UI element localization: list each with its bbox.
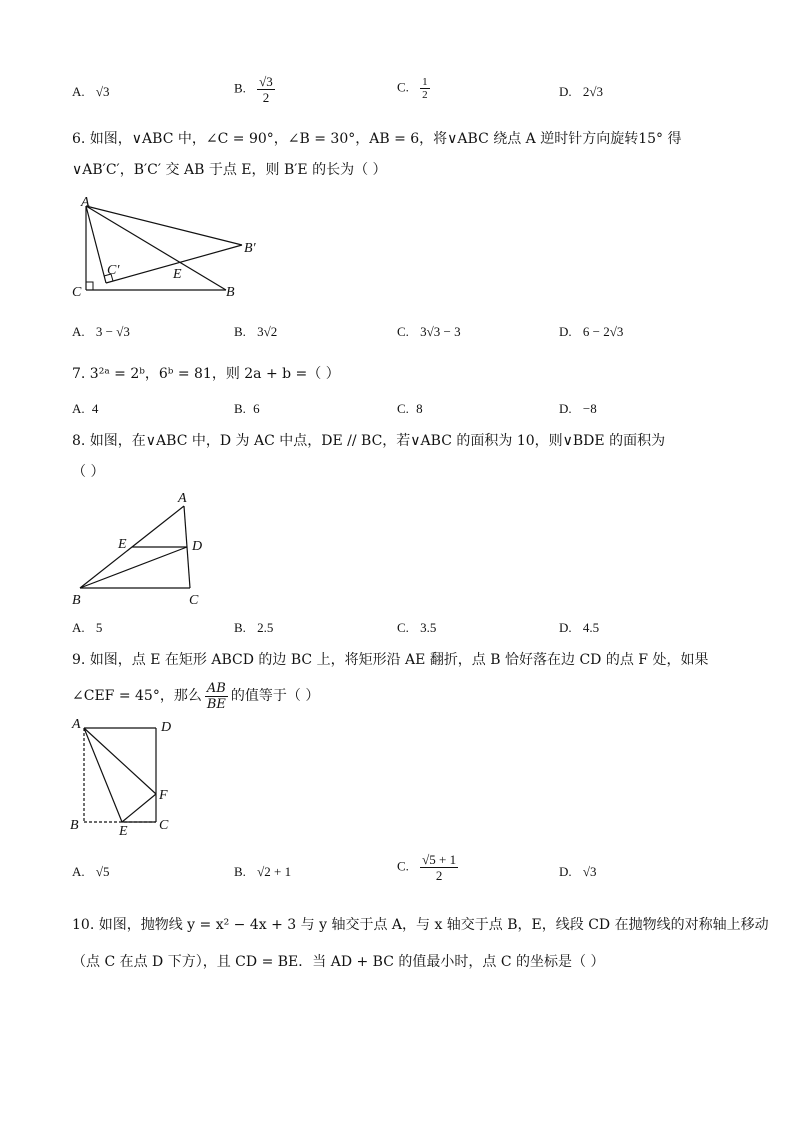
q6-stem-line2: ∨AB′C′，B′C′ 交 AB 于点 E，则 B′E 的长为（ ） — [72, 162, 387, 178]
option-fraction — [257, 74, 275, 105]
option-letter: D. — [559, 620, 572, 635]
option-letter: C. — [397, 858, 409, 874]
q9-stem-line2-prefix: ∠CEF = 45°，那么 — [72, 688, 202, 704]
q8-stem-line1: 8. 如图，在∨ABC 中，D 为 AC 中点，DE // BC，若∨ABC 的面积为 10，则∨BDE 的面积为 — [72, 433, 666, 449]
q10-stem-line2: （点 C 在点 D 下方），且 CD = BE．当 AD + BC 的值最小时，点 C 的坐标是（ ） — [72, 954, 605, 970]
option-letter: A. — [72, 401, 85, 416]
right-angle-mark-c — [86, 282, 93, 290]
q7-option-a[interactable] — [72, 401, 98, 417]
option-value: 6 — [253, 401, 260, 416]
label-e: E — [118, 537, 127, 552]
q7-option-b[interactable] — [234, 401, 260, 417]
option-letter: C. — [397, 324, 409, 339]
q9-option-d[interactable] — [559, 864, 597, 880]
q8-option-c[interactable] — [397, 620, 436, 636]
q6-option-b[interactable] — [234, 324, 277, 340]
option-value: √3 — [95, 84, 110, 99]
fraction-denominator: 2 — [262, 90, 270, 105]
option-letter: B. — [234, 80, 246, 96]
label-c: C — [159, 818, 169, 833]
label-c: C — [72, 285, 82, 300]
label-d: D — [161, 720, 172, 735]
option-letter: B. — [234, 864, 246, 879]
q7-option-d[interactable] — [559, 401, 597, 417]
label-d: D — [192, 539, 203, 554]
label-b-prime: B′ — [244, 241, 256, 256]
option-letter: C. — [397, 79, 409, 95]
segment-ab-prime — [86, 206, 242, 245]
option-value: 3√2 — [257, 324, 278, 339]
option-value: 5 — [95, 620, 103, 635]
q6-option-c[interactable] — [397, 324, 461, 340]
q5-option-d[interactable] — [559, 84, 603, 100]
segment-ae — [84, 728, 122, 822]
option-letter: A. — [72, 324, 85, 339]
fraction-denominator: 2 — [435, 868, 443, 883]
q8-option-d[interactable] — [559, 620, 599, 636]
q9-ab-over-be-fraction — [205, 681, 228, 712]
q6-option-d[interactable] — [559, 324, 623, 340]
option-letter: B. — [234, 401, 246, 416]
option-value: √2 + 1 — [257, 864, 292, 879]
q7-stem: 7. 3²ᵃ = 2ᵇ，6ᵇ = 81，则 2a + b =（ ） — [72, 366, 340, 382]
label-b: B — [70, 818, 79, 833]
option-letter: A. — [72, 84, 85, 99]
option-value: √3 — [582, 864, 597, 879]
option-value: 3 − √3 — [95, 324, 130, 339]
option-letter: C. — [397, 620, 409, 635]
option-value: 2√3 — [582, 84, 604, 99]
label-b: B — [72, 593, 81, 608]
option-value: 4.5 — [582, 620, 600, 635]
option-value: 6 − 2√3 — [582, 324, 624, 339]
option-letter: A. — [72, 864, 85, 879]
q7-option-c[interactable] — [397, 401, 423, 417]
q9-figure — [62, 714, 192, 840]
fraction-numerator: 1 — [422, 76, 428, 88]
option-letter: B. — [234, 620, 246, 635]
option-value: −8 — [582, 401, 597, 416]
q5-option-c[interactable] — [397, 76, 430, 101]
label-c: C — [189, 593, 199, 608]
label-e: E — [173, 267, 182, 282]
q6-option-a[interactable] — [72, 324, 130, 340]
q5-option-b[interactable] — [234, 74, 275, 105]
option-value: 2.5 — [257, 620, 274, 635]
q9-stem-line2-suffix: 的值等于（ ） — [230, 688, 320, 704]
label-b: B — [226, 285, 235, 300]
option-value: 3√3 − 3 — [420, 324, 461, 339]
fraction-numerator: √3 — [259, 74, 273, 89]
option-fraction — [420, 852, 458, 883]
segment-af — [84, 728, 156, 794]
option-value: 8 — [416, 401, 423, 416]
q8-option-b[interactable] — [234, 620, 273, 636]
q5-option-a[interactable] — [72, 84, 110, 100]
q8-stem-line2: （ ） — [72, 464, 105, 480]
q10-stem-line1: 10. 如图，抛物线 y = x² − 4x + 3 与 y 轴交于点 A，与 x 轴交于点 B，E，线段 CD 在抛物线的对称轴上移动 — [72, 917, 769, 933]
label-e: E — [119, 824, 128, 839]
q6-stem-line1: 6. 如图，∨ABC 中，∠C = 90°，∠B = 30°，AB = 6，将∨ABC 绕点 A 逆时针方向旋转15° 得 — [72, 131, 682, 147]
q9-stem-line1: 9. 如图，点 E 在矩形 ABCD 的边 BC 上，将矩形沿 AE 翻折，点 B 恰好落在边 CD 的点 F 处，如果 — [72, 652, 709, 668]
label-a: A — [81, 195, 90, 210]
q6-figure — [60, 192, 280, 304]
option-letter: D. — [559, 324, 572, 339]
option-value: 4 — [91, 401, 99, 416]
q9-option-b[interactable] — [234, 864, 291, 880]
fraction-denominator: BE — [206, 696, 226, 712]
segment-ac-prime — [86, 206, 106, 283]
label-f: F — [159, 788, 168, 803]
label-c-prime: C′ — [107, 263, 120, 278]
q9-option-a[interactable] — [72, 864, 110, 880]
option-letter: C. — [397, 401, 409, 416]
segment-bd — [80, 547, 187, 588]
q8-option-a[interactable] — [72, 620, 102, 636]
fraction-numerator: √5 + 1 — [422, 852, 457, 867]
q9-option-c[interactable] — [397, 852, 458, 883]
option-letter: B. — [234, 324, 246, 339]
option-letter: D. — [559, 401, 572, 416]
option-letter: A. — [72, 620, 85, 635]
option-value: 3.5 — [420, 620, 437, 635]
fraction-denominator: 2 — [422, 89, 428, 101]
option-fraction — [420, 76, 430, 101]
option-letter: D. — [559, 864, 572, 879]
option-value: √5 — [95, 864, 110, 879]
fraction-numerator: AB — [205, 681, 228, 697]
segment-ef — [122, 794, 156, 822]
label-a: A — [72, 717, 81, 732]
label-a: A — [178, 491, 187, 506]
q9-stem-line2 — [72, 676, 319, 716]
q8-figure — [62, 486, 222, 610]
option-letter: D. — [559, 84, 572, 99]
